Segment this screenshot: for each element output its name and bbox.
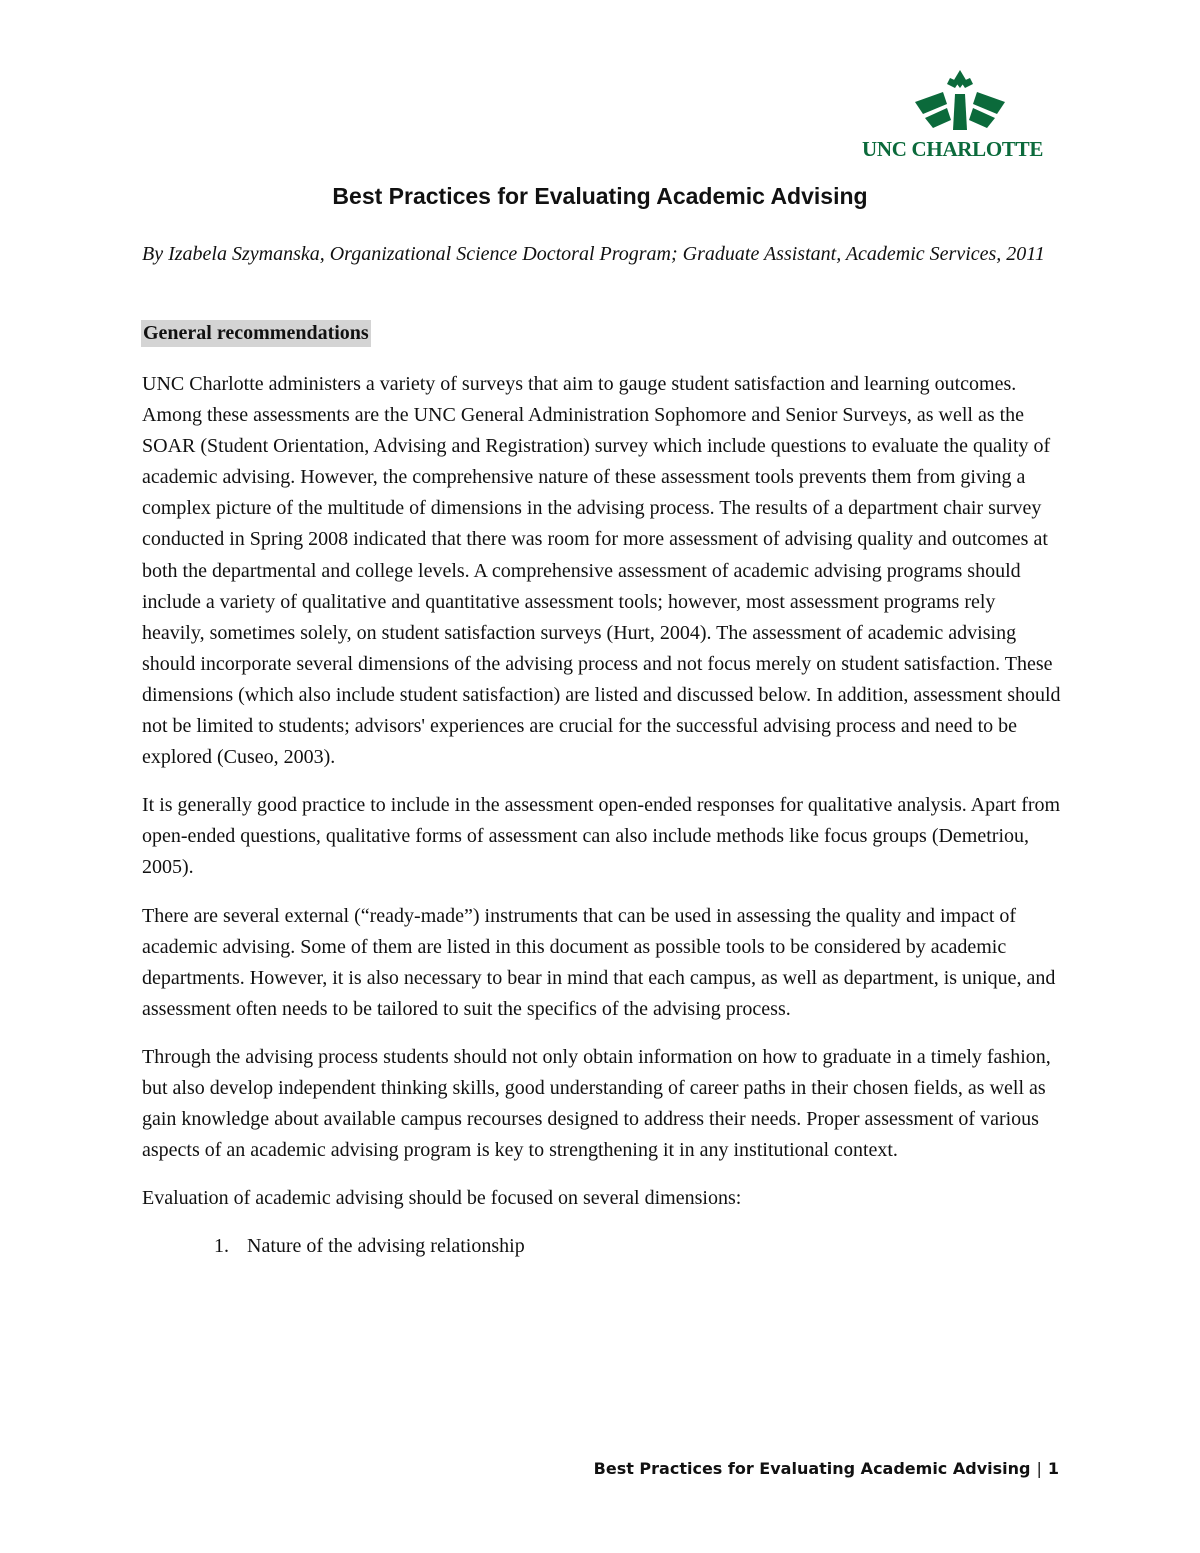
- section-heading: General recommendations: [141, 320, 371, 347]
- page-number: 1: [1047, 1459, 1059, 1478]
- page-footer: [594, 1459, 1059, 1478]
- footer-separator: |: [1036, 1459, 1042, 1478]
- paragraph-5: Evaluation of academic advising should be focused on several dimensions:: [142, 1187, 742, 1210]
- paragraph-4: Through the advising process students should not only obtain information on how to graduate in a timely fashion, but also develop independent thinking skills, good understanding of career paths in their chosen fields, as well as gain knowledge about available campus recourses designed to address their needs. Proper assessment of various aspects of an academic advising program is key to strengthening it in any institutional context.: [142, 1045, 1051, 1162]
- list-item: [142, 1231, 1062, 1262]
- list-item-text: Nature of the advising relationship: [247, 1235, 525, 1258]
- footer-title: Best Practices for Evaluating Academic Advising: [593, 1459, 1031, 1478]
- dimensions-list: [142, 1231, 1062, 1262]
- paragraph-2: It is generally good practice to include in the assessment open-ended responses for qualitative analysis. Apart from open-ended questions, qualitative forms of assessment can also include methods like focus groups (Demetriou, 2005).: [142, 794, 1061, 879]
- logo-center-icon: [953, 94, 967, 130]
- document-title: Best Practices for Evaluating Academic Advising: [332, 183, 868, 209]
- list-item-number: 1.: [214, 1235, 229, 1258]
- paragraph-3: There are several external (“ready-made”) instruments that can be used in assessing the quality and impact of academic advising. Some of them are listed in this document as possible tools to be considered by academic departments. However, it is also necessary to bear in mind that each campus, as well as department, is unique, and assessment often needs to be tailored to suit the specifics of the advising process.: [142, 904, 1056, 1020]
- logo-text: UNC CHARLOTTE: [862, 137, 1044, 161]
- paragraph-1: UNC Charlotte administers a variety of surveys that aim to gauge student satisfaction and learning outcomes. Among these assessments are the UNC General Administration Sophomore and Senior Surveys, as well as the SOAR (Student Orientation, Advising and Registration) survey which include questions to evaluate the quality of academic advising. However, the comprehensive nature of these assessment tools prevents them from giving a complex picture of the multitude of dimensions in the advising process. The results of a department chair survey conducted in Spring 2008 indicated that there was room for more assessment of advising quality and outcomes at both the departmental and college levels. A comprehensive assessment of academic advising programs should include a variety of qualitative and quantitative assessment tools; however, most assessment programs rely heavily, sometimes solely, on student satisfaction surveys (Hurt, 2004). The assessment of academic advising should incorporate several dimensions of the advising process and not focus merely on student satisfaction. These dimensions (which also include student satisfaction) are listed and discussed below. In addition, assessment should not be limited to students; advisors' experiences are crucial for the successful advising process and need to be explored (Cuseo, 2003).: [142, 373, 1061, 769]
- byline: By Izabela Szymanska, Organizational Science Doctoral Program; Graduate Assistant, Academic Services, 2011: [142, 243, 1045, 265]
- document-body: [142, 369, 1062, 1262]
